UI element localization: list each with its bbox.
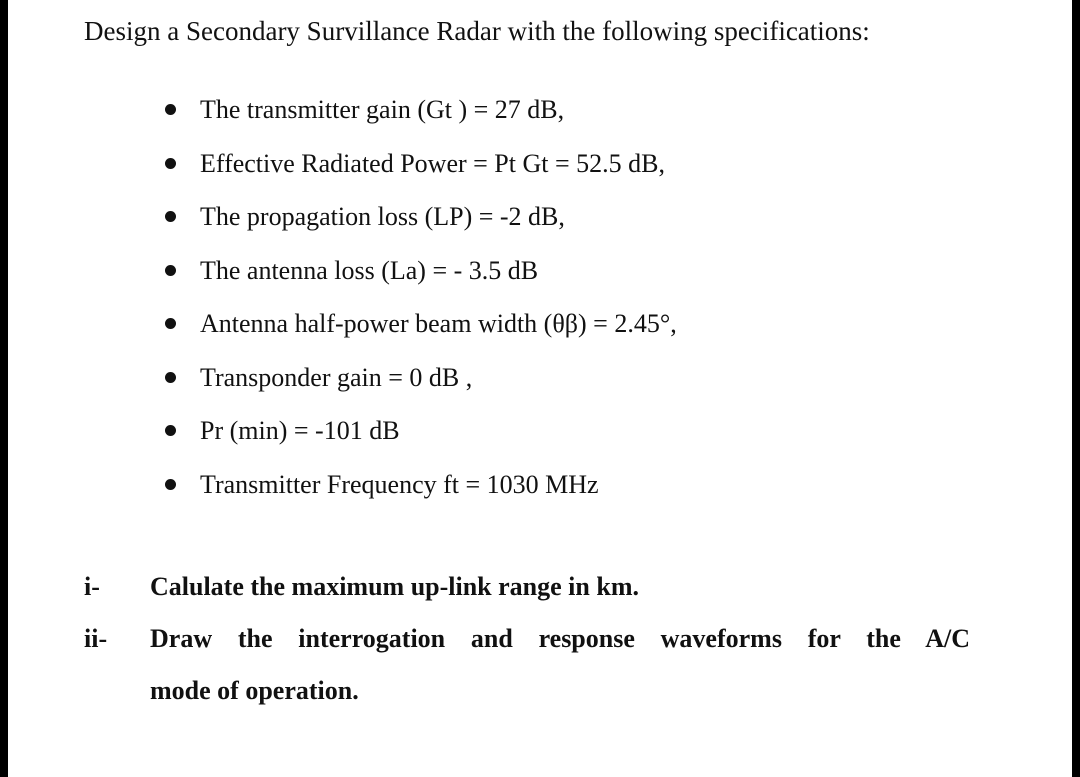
spec-text: Antenna half-power beam width (θβ) = 2.45°, — [200, 309, 677, 338]
spec-text: The antenna loss (La) = - 3.5 dB — [200, 255, 539, 285]
spec-item-transmitter-gain — [165, 92, 677, 146]
question-2-continuation: mode of operation. — [150, 676, 359, 705]
spec-item-antenna-loss — [165, 253, 677, 307]
bullet-icon — [165, 211, 176, 222]
spec-text: Transmitter Frequency ft = 1030 MHz — [200, 469, 599, 499]
bullet-icon — [165, 318, 176, 329]
question-number: ii- — [84, 624, 108, 653]
spec-item-transmitter-frequency — [165, 467, 677, 521]
bullet-icon — [165, 265, 176, 276]
spec-item-propagation-loss — [165, 199, 677, 253]
bullet-icon — [165, 158, 176, 169]
spec-item-beam-width — [165, 306, 677, 360]
specification-list — [165, 92, 677, 520]
page-border-right — [1072, 0, 1080, 777]
question-text: Draw the interrogation and response waveforms for the A/C — [150, 624, 970, 653]
question-text: Calulate the maximum up-link range in km. — [150, 572, 639, 601]
document-heading: Design a Secondary Survillance Radar with the following specifications: — [84, 16, 870, 46]
question-number: i- — [84, 572, 100, 601]
spec-item-pr-min — [165, 413, 677, 467]
spec-text: The transmitter gain (Gt ) = 27 dB, — [200, 95, 565, 124]
bullet-icon — [165, 425, 176, 436]
bullet-icon — [165, 372, 176, 383]
spec-item-transponder-gain — [165, 360, 677, 414]
spec-text: Pr (min) = -101 dB — [200, 416, 400, 445]
spec-text: The propagation loss (LP) = -2 dB, — [200, 202, 565, 231]
bullet-icon — [165, 479, 176, 490]
bullet-icon — [165, 104, 176, 115]
page-border-left — [0, 0, 8, 777]
spec-text: Effective Radiated Power = Pt Gt = 52.5 dB, — [200, 148, 665, 178]
spec-text: Transponder gain = 0 dB , — [200, 362, 473, 392]
spec-item-erp — [165, 146, 677, 200]
